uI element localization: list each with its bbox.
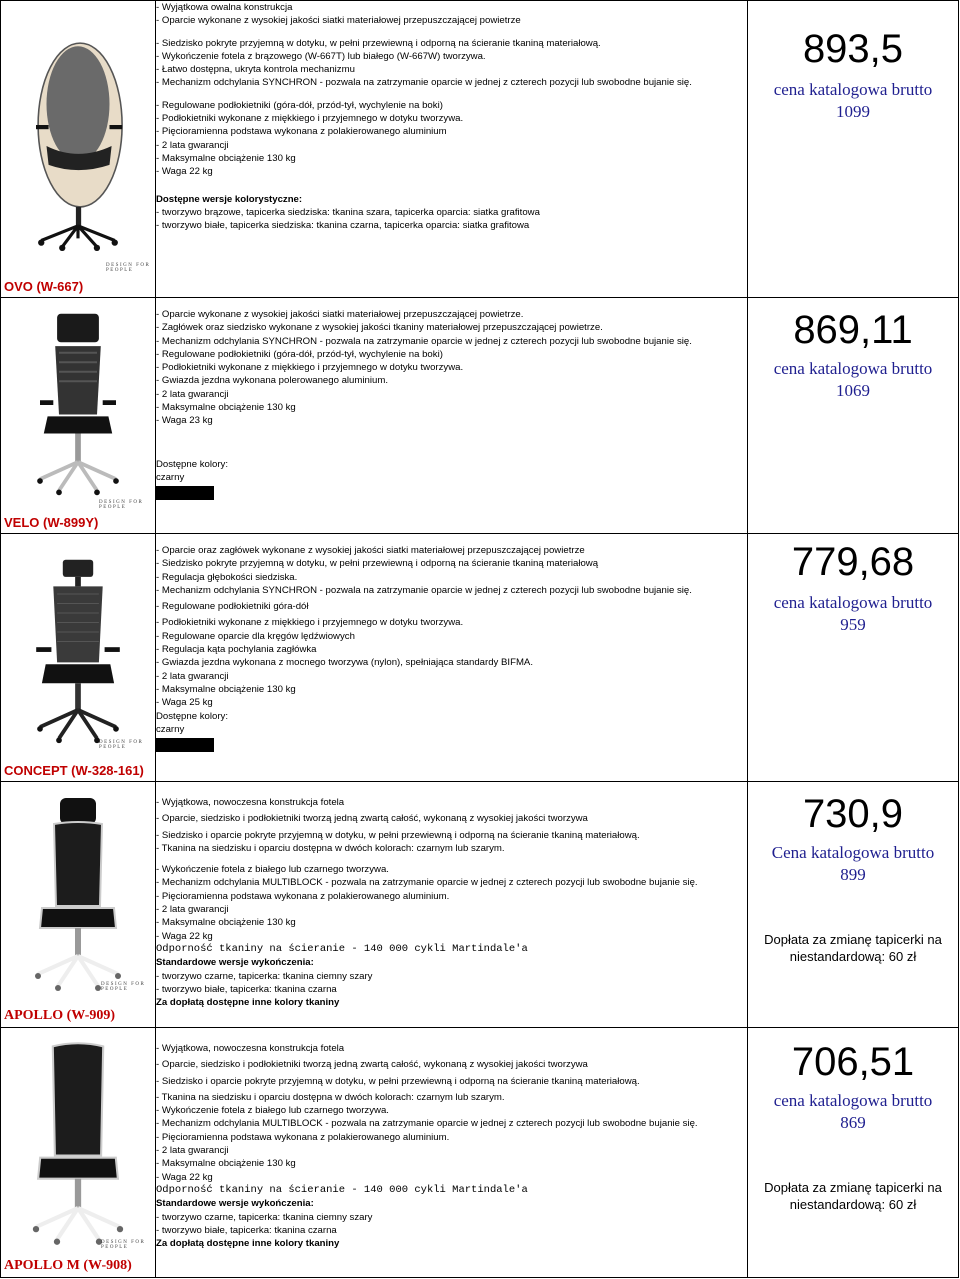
desc-line: - Regulowane oparcie dla kręgów lędźwiowych <box>156 630 355 642</box>
desc-line: - Oparcie, siedzisko i podłokietniki tworzą jedną zwartą całość, wykonaną z wysokiej jakości tworzywa <box>156 1059 588 1071</box>
price-label: cena katalogowa brutto <box>773 1091 933 1110</box>
chair-image-velo <box>23 310 133 500</box>
product-description <box>156 298 748 534</box>
product-description <box>156 782 748 1028</box>
model-name: VELO (W-899Y) <box>4 515 99 530</box>
gross-price: 899 <box>840 865 866 884</box>
desc-line: - Pięcioramienna podstawa wykonana z polakierowanego aluminium <box>156 126 447 138</box>
desc-heading: Standardowe wersje wykończenia: <box>156 1198 314 1210</box>
desc-spacer <box>156 428 747 458</box>
desc-line: - Maksymalne obciążenie 130 kg <box>156 152 296 164</box>
price-label: cena katalogowa brutto <box>773 593 933 612</box>
gross-price: 1069 <box>836 381 870 400</box>
desc-line: - tworzywo brązowe, tapicerka siedziska: tkanina szara, tapicerka oparcia: siatka grafitowa <box>156 206 540 218</box>
chair-image-concept <box>23 556 133 746</box>
desc-line: - Waga 22 kg <box>156 1171 213 1183</box>
model-name: OVO (W-667) <box>4 279 84 294</box>
price-cell <box>748 534 959 782</box>
brand-label: DESIGN FOR PEOPLE <box>106 263 151 273</box>
chair-image-apollo <box>23 794 133 994</box>
desc-line: - Pięcioramienna podstawa wykonana z polakierowanego aluminium. <box>156 1131 450 1143</box>
product-row-velo <box>1 298 959 534</box>
desc-heading: Dostępne wersje kolorystyczne: <box>156 193 303 205</box>
desc-line: - Tkanina na siedzisku i oparciu dostępna w dwóch kolorach: czarnym lub szarym. <box>156 1091 505 1103</box>
desc-spacer <box>156 90 747 99</box>
desc-heading: Dostępne kolory: <box>156 458 228 470</box>
brand-label: DESIGN FOR PEOPLE <box>99 500 144 510</box>
desc-line: - 2 lata gwarancji <box>156 388 229 400</box>
product-description <box>156 1 748 298</box>
desc-line: - Zagłówek oraz siedzisko wykonane z wysokiej jakości tkaniny materiałowej przepuszczającej powietrze. <box>156 322 603 334</box>
desc-line: - Podłokietniki wykonane z miękkiego i przyjemnego w dotyku tworzywa. <box>156 617 464 629</box>
product-description <box>156 1028 748 1278</box>
product-row-apollo <box>1 782 959 1028</box>
product-row-ovo <box>1 1 959 298</box>
product-image-cell <box>1 782 156 1028</box>
desc-line: - Podłokietniki wykonane z miękkiego i przyjemnego w dotyku tworzywa. <box>156 362 464 374</box>
upholstery-surcharge-note: Dopłata za zmianę tapicerki na niestandardową: 60 zł <box>764 1180 942 1212</box>
product-row-apollo-m <box>1 1028 959 1278</box>
desc-line: - Siedzisko pokryte przyjemną w dotyku, w pełni przewiewną i odporną na ścieranie tkaniną materiałową. <box>156 37 601 49</box>
desc-line: - Wyjątkowa, nowoczesna konstrukcja fotela <box>156 1043 345 1054</box>
desc-line: - tworzywo białe, tapicerka siedziska: tkanina czarna, tapicerka oparcia: siatka grafitowa <box>156 220 530 232</box>
color-swatch-black <box>156 738 214 752</box>
price-label: Cena katalogowa brutto <box>771 843 935 862</box>
chair-image-apollo-m <box>23 1038 133 1248</box>
net-price: 779,68 <box>791 540 915 584</box>
desc-note: Za dopłatą dostępne inne kolory tkaniny <box>156 997 340 1009</box>
desc-heading: Dostępne kolory: <box>156 710 228 722</box>
price-cell <box>748 1028 959 1278</box>
desc-line: - Mechanizm odchylania SYNCHRON - pozwala na zatrzymanie oparcie w jednej z czterech pozycji lub swobodne bujanie się. <box>156 77 692 89</box>
product-row-concept <box>1 534 959 782</box>
price-label: cena katalogowa brutto <box>773 80 933 99</box>
desc-line: - 2 lata gwarancji <box>156 904 229 916</box>
desc-line: - Waga 25 kg <box>156 697 213 709</box>
desc-line: - Oparcie wykonane z wysokiej jakości siatki materiałowej przepuszczającej powietrze. <box>156 309 524 320</box>
chair-illustration <box>23 41 133 251</box>
desc-line: - Siedzisko i oparcie pokryte przyjemną w dotyku, w pełni przewiewną i odporną na ścieranie tkaniną materiałową. <box>156 829 640 841</box>
model-name: APOLLO (W-909) <box>4 1008 116 1023</box>
brand-label: DESIGN FOR PEOPLE <box>101 1240 146 1250</box>
desc-line: - Mechanizm odchylania SYNCHRON - pozwala na zatrzymanie oparcie w jednej z czterech pozycji lub swobodne bujanie się. <box>156 584 692 596</box>
brand-label: DESIGN FOR PEOPLE <box>99 740 144 750</box>
desc-line: - 2 lata gwarancji <box>156 670 229 682</box>
price-cell <box>748 782 959 1028</box>
product-image-cell <box>1 1028 156 1278</box>
desc-line: - Wyjątkowa, nowoczesna konstrukcja fotela <box>156 797 345 808</box>
desc-spacer <box>156 28 747 37</box>
desc-heading: Standardowe wersje wykończenia: <box>156 957 314 969</box>
desc-line: - Maksymalne obciążenie 130 kg <box>156 1158 296 1170</box>
abrasion-resistance: Odporność tkaniny na ścieranie - 140 000 cykli Martindale'a <box>156 1183 528 1196</box>
product-image-cell <box>1 534 156 782</box>
product-description <box>156 534 748 782</box>
desc-line: - Regulowane podłokietniki (góra-dół, przód-tył, wychylenie na boki) <box>156 348 443 360</box>
product-image-cell <box>1 1 156 298</box>
net-price: 893,5 <box>802 27 904 71</box>
desc-line: - Tkanina na siedzisku i oparciu dostępna w dwóch kolorach: czarnym lub szarym. <box>156 842 505 854</box>
chair-illustration <box>23 1038 133 1248</box>
desc-line: - Mechanizm odchylania MULTIBLOCK - pozwala na zatrzymanie oparcie w jednej z czterech pozycji lub swobodne bujanie się. <box>156 1118 698 1130</box>
price-cell <box>748 1 959 298</box>
desc-line: - Waga 23 kg <box>156 415 213 427</box>
desc-line: - Mechanizm odchylania MULTIBLOCK - pozwala na zatrzymanie oparcie w jednej z czterech pozycji lub swobodne bujanie się. <box>156 877 698 889</box>
desc-line: - Gwiazda jezdna wykonana polerowanego aluminium. <box>156 375 388 387</box>
desc-line: - Mechanizm odchylania SYNCHRON - pozwala na zatrzymanie oparcie w jednej z czterech pozycji lub swobodne bujanie się. <box>156 335 692 347</box>
net-price: 706,51 <box>791 1040 915 1084</box>
desc-line: - Pięcioramienna podstawa wykonana z polakierowanego aluminium. <box>156 890 450 902</box>
desc-line: - 2 lata gwarancji <box>156 139 229 151</box>
gross-price: 869 <box>840 1113 866 1132</box>
desc-line: - Wykończenie fotela z brązowego (W-667T) lub białego (W-667W) tworzywa. <box>156 50 486 62</box>
desc-spacer <box>156 179 747 193</box>
model-name: CONCEPT (W-328-161) <box>4 763 144 778</box>
desc-line: - tworzywo czarne, tapicerka: tkanina ciemny szary <box>156 1211 373 1223</box>
upholstery-surcharge-note: Dopłata za zmianę tapicerki na niestandardową: 60 zł <box>764 932 942 964</box>
brand-label: DESIGN FOR PEOPLE <box>101 982 146 992</box>
desc-line: - Wykończenie fotela z białego lub czarnego tworzywa. <box>156 1105 389 1117</box>
chair-image-ovo <box>23 41 133 251</box>
desc-line: czarny <box>156 471 185 483</box>
desc-line: - Waga 22 kg <box>156 166 213 178</box>
desc-line: - Waga 22 kg <box>156 930 213 942</box>
desc-line: - Wykończenie fotela z białego lub czarnego tworzywa. <box>156 864 389 876</box>
desc-line: - Siedzisko pokryte przyjemną w dotyku, w pełni przewiewną i odporną na ścieranie tkaniną materiałową <box>156 558 599 570</box>
gross-price: 959 <box>840 615 866 634</box>
price-label: cena katalogowa brutto <box>773 359 933 378</box>
desc-line: - Siedzisko i oparcie pokryte przyjemną w dotyku, w pełni przewiewną i odporną na ścieranie tkaniną materiałową. <box>156 1075 640 1087</box>
net-price: 869,11 <box>793 308 913 352</box>
desc-line: - Gwiazda jezdna wykonana z mocnego tworzywa (nylon), spełniająca standardy BIFMA. <box>156 657 533 669</box>
desc-line: - Oparcie oraz zagłówek wykonane z wysokiej jakości siatki materiałowej przepuszczającej powietrze <box>156 545 585 556</box>
desc-line: - Regulacja głębokości siedziska. <box>156 571 298 583</box>
desc-line: - Regulowane podłokietniki (góra-dół, przód-tył, wychylenie na boki) <box>156 99 443 111</box>
desc-line: - Maksymalne obciążenie 130 kg <box>156 683 296 695</box>
abrasion-resistance: Odporność tkaniny na ścieranie - 140 000 cykli Martindale'a <box>156 942 528 955</box>
desc-line: - Oparcie, siedzisko i podłokietniki tworzą jedną zwartą całość, wykonaną z wysokiej jakości tworzywa <box>156 813 588 825</box>
desc-line: - Regulacja kąta pochylania zagłówka <box>156 644 317 656</box>
model-name: APOLLO M (W-908) <box>4 1258 132 1273</box>
desc-line: - Regulowane podłokietniki góra-dół <box>156 601 309 613</box>
color-swatch-black <box>156 486 214 500</box>
desc-line: - tworzywo białe, tapicerka: tkanina czarna <box>156 1224 337 1236</box>
chair-illustration <box>23 794 133 994</box>
chair-illustration <box>23 556 133 746</box>
chair-illustration <box>23 310 133 500</box>
price-cell <box>748 298 959 534</box>
desc-line: - Oparcie wykonane z wysokiej jakości siatki materiałowej przepuszczającej powietrze <box>156 15 521 27</box>
desc-line: - Maksymalne obciążenie 130 kg <box>156 402 296 414</box>
desc-line: - Łatwo dostępna, ukryta kontrola mechanizmu <box>156 64 355 76</box>
gross-price: 1099 <box>836 102 870 121</box>
desc-line: - tworzywo białe, tapicerka: tkanina czarna <box>156 983 337 995</box>
product-image-cell <box>1 298 156 534</box>
desc-line: - Maksymalne obciążenie 130 kg <box>156 917 296 929</box>
desc-note: Za dopłatą dostępne inne kolory tkaniny <box>156 1238 340 1250</box>
desc-line: - 2 lata gwarancji <box>156 1145 229 1157</box>
desc-line: czarny <box>156 723 185 735</box>
desc-line: - tworzywo czarne, tapicerka: tkanina ciemny szary <box>156 970 373 982</box>
desc-line: - Wyjątkowa owalna konstrukcja <box>156 2 293 13</box>
desc-line: - Podłokietniki wykonane z miękkiego i przyjemnego w dotyku tworzywa. <box>156 113 464 125</box>
net-price: 730,9 <box>802 792 904 836</box>
